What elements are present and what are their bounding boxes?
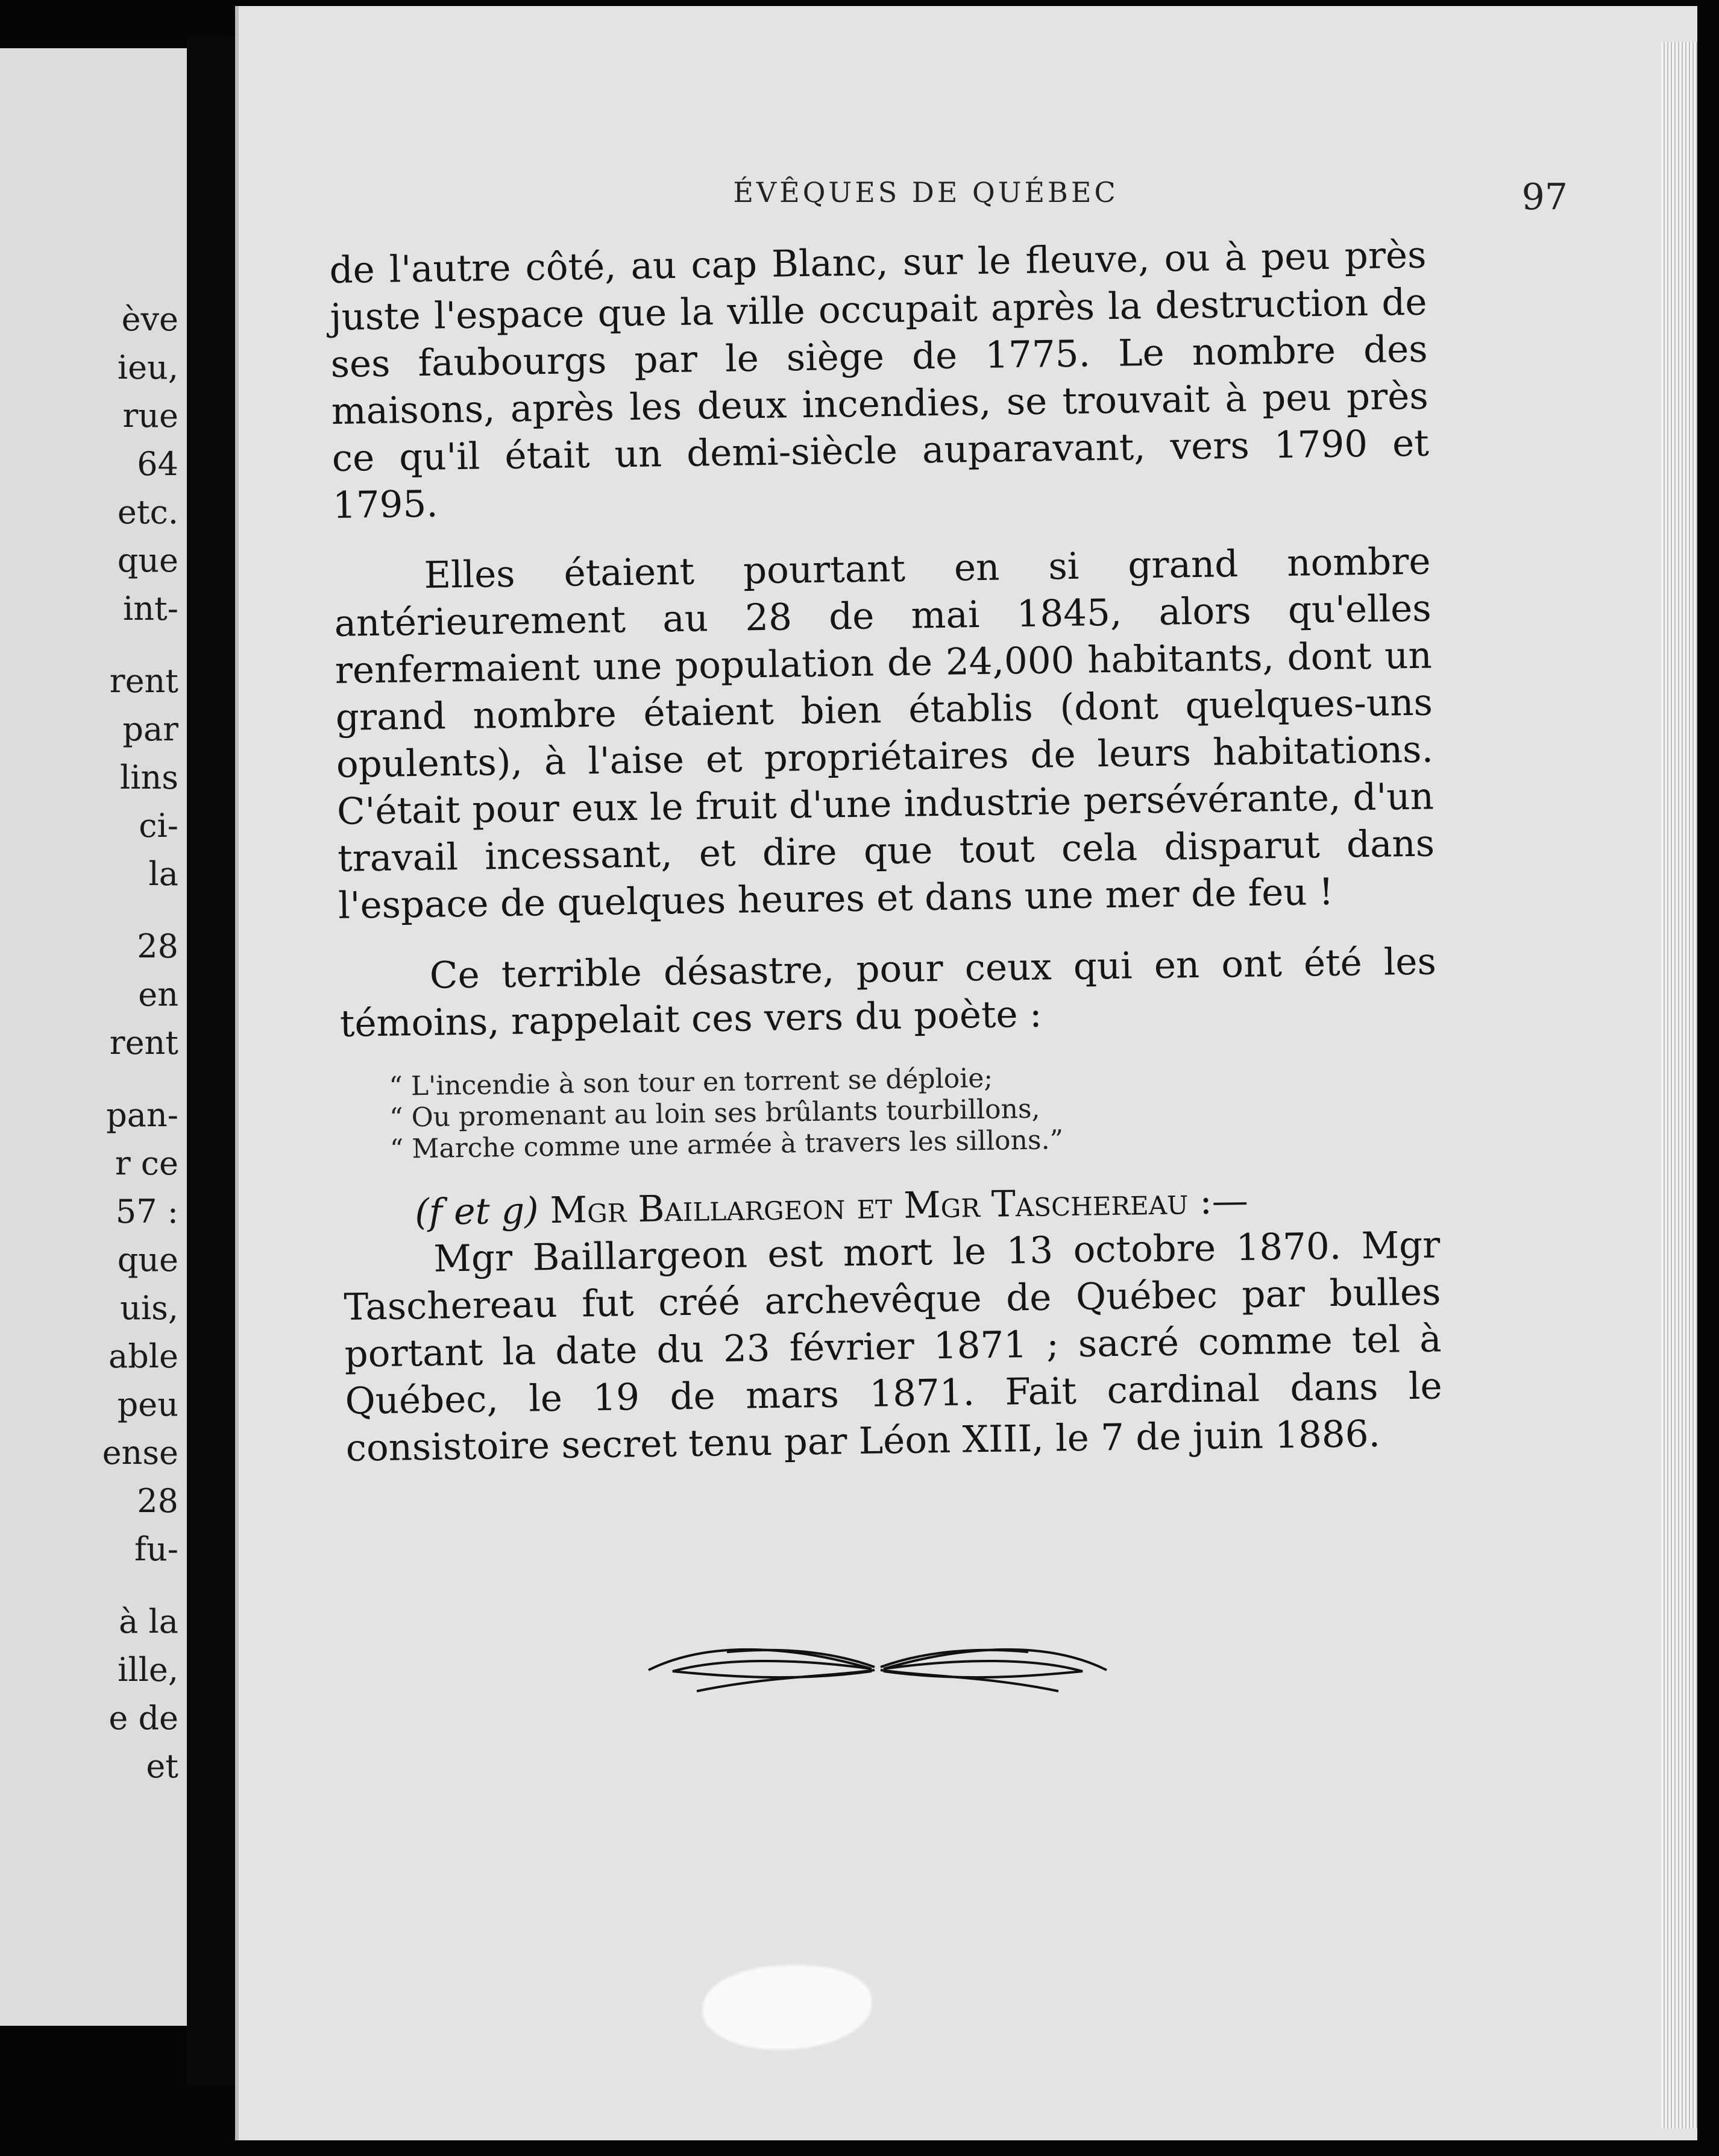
- left-page-fragment: rue: [122, 397, 178, 435]
- verse-line: “ L'incendie à son tour en torrent se déploie;: [389, 1062, 993, 1102]
- left-page-fragment: peu: [117, 1385, 178, 1423]
- paragraph: de l'autre côté, au cap Blanc, sur le fleuve, ou à peu près juste l'espace que la ville occupait après la destruction de ses faubourgs par le siège de 1775. Le nombre des maisons, après les deux incendies, se trouvait à peu près ce qu'il était un demi-siècle auparavant, vers 1790 et 1795.: [329, 233, 1430, 527]
- paragraph: Ce terrible désastre, pour ceux qui en ont été les témoins, rappelait ces vers du poète :: [339, 940, 1437, 1045]
- left-page-fragment: ci-: [139, 807, 178, 845]
- left-page-fragment: et: [146, 1747, 178, 1785]
- left-page-fragment: rent: [109, 662, 178, 700]
- body-text: [329, 232, 1444, 1496]
- left-page-fragment: e de: [108, 1699, 178, 1737]
- left-page-fragment: fu-: [134, 1530, 178, 1568]
- verse-line: “ Marche comme une armée à travers les sillons.”: [389, 1124, 1064, 1165]
- left-page-fragment: ieu,: [117, 348, 178, 386]
- page-number: 97: [1521, 176, 1568, 218]
- verse-quote: [389, 1056, 1439, 1165]
- left-page-fragment: 64: [137, 445, 178, 483]
- left-page-fragment: par: [122, 710, 178, 748]
- left-page-fragment: en: [138, 976, 178, 1013]
- left-page-fragment: lins: [119, 758, 178, 796]
- book-page: [235, 6, 1697, 2140]
- left-page-fragment: que: [117, 541, 178, 579]
- left-page-fragment: ève: [121, 300, 178, 338]
- left-page-fragment: pan-: [106, 1096, 178, 1134]
- left-page-fragment: able: [108, 1337, 178, 1375]
- left-page-fragment: r ce: [115, 1144, 178, 1182]
- paper-blemish: [703, 1965, 872, 2050]
- running-title: ÉVÊQUES DE QUÉBEC: [733, 176, 1119, 209]
- section-title: Mgr Baillargeon et Mgr Taschereau :—: [550, 1179, 1249, 1232]
- page-edge: [1661, 42, 1697, 2128]
- left-page-fragment: ense: [102, 1434, 178, 1472]
- left-page-fragment: à la: [119, 1603, 178, 1641]
- left-page-fragment: ille,: [118, 1651, 178, 1689]
- ornament-flourish: [636, 1634, 1119, 1700]
- verse-line: “ Ou promenant au loin ses brûlants tourbillons,: [389, 1093, 1040, 1133]
- left-page-fragment: 28: [137, 927, 178, 965]
- left-page-fragment: 28: [137, 1482, 178, 1520]
- section-text: Mgr Baillargeon est mort le 13 octobre 1870. Mgr Taschereau fut créé archevêque de Québec par bulles portant la date du 23 février 1871 ; sacré comme tel à Québec, le 19 de mars 1871. Fait cardinal dans le consistoire secret tenu par Léon XIII, le 7 de juin 1886.: [344, 1223, 1443, 1470]
- paragraph: Elles étaient pourtant en si grand nombre antérieurement au 28 de mai 1845, alors qu'elles renfermaient une population de 24,000 habitants, dont un grand nombre étaient bien établis (dont quelques-uns opulents), à l'aise et propriétaires de leurs habitations. C'était pour eux le fruit d'une industrie persévérante, d'un travail incessant, et dire que tout cela disparut dans l'espace de quelques heures et dans une mer de feu !: [334, 540, 1435, 927]
- left-page-fragment: 57 :: [115, 1193, 178, 1231]
- left-page-fragment: rent: [109, 1024, 178, 1062]
- book-gutter: [187, 36, 235, 2086]
- left-page: [0, 48, 188, 2026]
- left-page-fragment: etc.: [117, 493, 178, 531]
- left-page-fragment: uis,: [120, 1289, 178, 1327]
- left-page-fragment: int-: [123, 590, 178, 628]
- section-mark: (f et g): [414, 1190, 539, 1234]
- left-page-fragment: la: [148, 855, 178, 893]
- left-page-fragment: que: [117, 1241, 178, 1279]
